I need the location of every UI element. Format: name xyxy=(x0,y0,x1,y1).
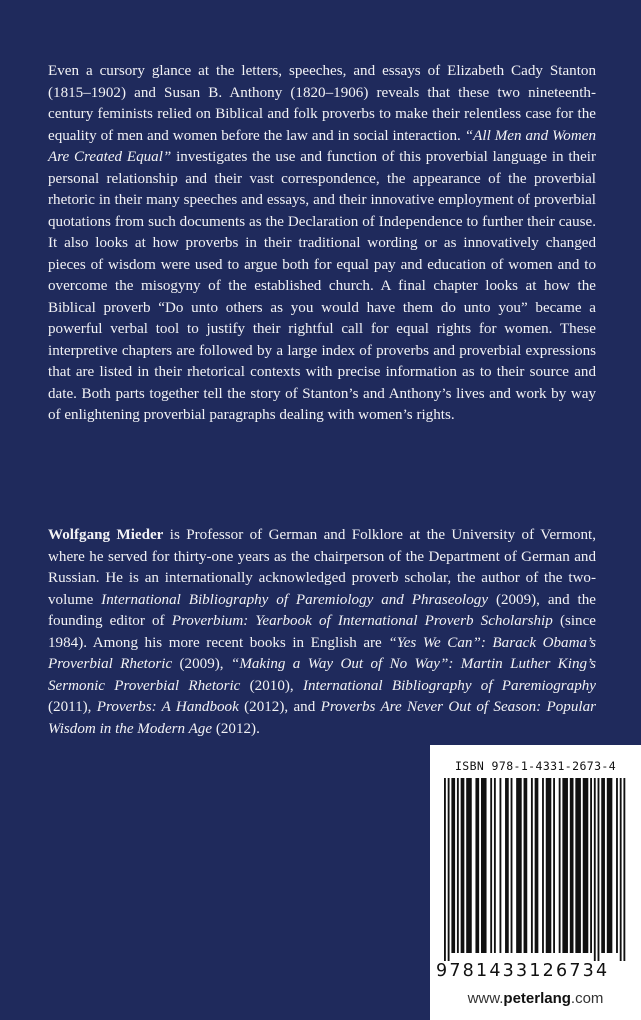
barcode-bar xyxy=(553,778,555,953)
description-text-1: Even a cursory glance at the letters, speeches, and essays of Elizabeth Cady Stanton (1815–1902) and Susan B. Anthony (1820–1906) reveals that these two nineteenth-century feminists relied on Biblical and folk proverbs to make their relentless case for the equality of men and women before the law and in social interaction. xyxy=(48,63,596,144)
bio-text: (2009), and the founding editor of xyxy=(48,591,596,629)
barcode-bar xyxy=(623,778,625,961)
bio-text: (2009), xyxy=(172,656,231,672)
description-text-2: investigates the use and function of this proverbial language in their personal relationship and their vast correspondence, the appearance of the proverbial rhetoric in their many speeches and essays, and their innovative employment of proverbial quotations from such documents as the Declaration of Independence to further their cause. It also looks at how proverbs in their traditional wording or as innovatively changed pieces of wisdom were used to argue both for equal pay and education of women and to overcome the misogyny of the established church. A final chapter looks at how the Biblical proverb “Do unto others as you would have them do unto you” became a powerful verbal tool to justify their rightful call for equal rights for women. These interpretive chapters are followed by a large index of proverbs and proverbial expressions that are listed in their rhetorical contexts with precise information as to their source and date. Both parts together tell the story of Stanton’s and Anthony’s lives and work by way of enlightening proverbial paragraphs dealing with women’s rights. xyxy=(48,149,596,423)
barcode-bar xyxy=(575,778,581,953)
barcode-digits: 9781433126734 xyxy=(436,961,610,981)
bio-text: (2011), xyxy=(48,699,97,715)
bio-book-title: Proverbium: Yearbook of International Proverb Scholarship xyxy=(171,613,553,629)
barcode-bar xyxy=(457,778,459,953)
barcode-bar xyxy=(607,778,613,953)
barcode-bar xyxy=(500,778,502,953)
barcode-bar xyxy=(511,778,513,953)
bio-text: (2010), xyxy=(240,677,303,694)
barcode-bar xyxy=(546,778,552,953)
barcode-bar xyxy=(535,778,539,953)
publisher-url xyxy=(430,990,641,1007)
bio-book-title: Proverbs Are Never Out of Season: Popular Wisdom in the Modern Age xyxy=(48,699,596,737)
book-title: “All Men and Women Are Created Equal” xyxy=(48,127,596,165)
barcode-bar xyxy=(490,778,492,953)
barcode-bar xyxy=(524,778,528,953)
barcode-bar xyxy=(466,778,472,953)
url-suffix: .com xyxy=(570,990,604,1007)
bio-text: (since 1984). Among his more recent books in English are xyxy=(48,613,596,651)
barcode-icon xyxy=(442,778,629,961)
barcode-bar xyxy=(590,778,592,953)
barcode-bar xyxy=(451,778,455,953)
barcode-bar xyxy=(616,778,618,953)
url-prefix: www. xyxy=(467,990,504,1007)
isbn-label: ISBN 978-1-4331-2673-4 xyxy=(454,759,617,773)
bio-text: (2012). xyxy=(212,720,260,737)
barcode-bar xyxy=(516,778,522,953)
barcode-bar xyxy=(620,778,622,961)
url-brand: peterlang xyxy=(503,990,571,1007)
book-description xyxy=(48,61,596,427)
barcode-bar xyxy=(531,778,533,953)
bio-text: (2012), and xyxy=(238,699,321,715)
barcode-bar xyxy=(598,778,600,961)
barcode-bar xyxy=(448,778,450,961)
bio-text: is Professor of German and Folklore at the University of Vermont, where he served for thirty-one years as the chairperson of the Department of German and Russian. He is an internationally acknowledged proverb scholar, the author of the two-volume xyxy=(48,527,596,608)
bio-paragraph xyxy=(48,525,596,740)
barcode-bar xyxy=(505,778,509,953)
bio-book-title: International Bibliography of Paremiography xyxy=(302,677,596,694)
barcode-bar xyxy=(583,778,589,953)
barcode-bar xyxy=(481,778,487,953)
author-name: Wolfgang Mieder xyxy=(48,527,164,543)
barcode-bar xyxy=(601,778,605,953)
author-bio xyxy=(48,525,596,740)
barcode-bar xyxy=(559,778,561,953)
bio-book-title: “Yes We Can”: Barack Obama’s Proverbial Rhetoric xyxy=(48,634,596,672)
barcode-bar xyxy=(475,778,479,953)
barcode-bar xyxy=(461,778,465,953)
barcode-bar xyxy=(444,778,446,961)
barcode-bar xyxy=(594,778,596,961)
description-paragraph xyxy=(48,61,596,427)
barcode-panel xyxy=(430,745,641,1020)
barcode-bar xyxy=(570,778,574,953)
barcode-bar xyxy=(494,778,496,953)
bio-book-title: International Bibliography of Paremiology and Phraseology xyxy=(101,591,489,608)
barcode-bar xyxy=(562,778,568,953)
barcode-bar xyxy=(542,778,544,953)
bio-book-title: “Making a Way Out of No Way”: Martin Luther King’s Sermonic Proverbial Rhetoric xyxy=(48,656,596,694)
bio-book-title: Proverbs: A Handbook xyxy=(96,699,239,715)
